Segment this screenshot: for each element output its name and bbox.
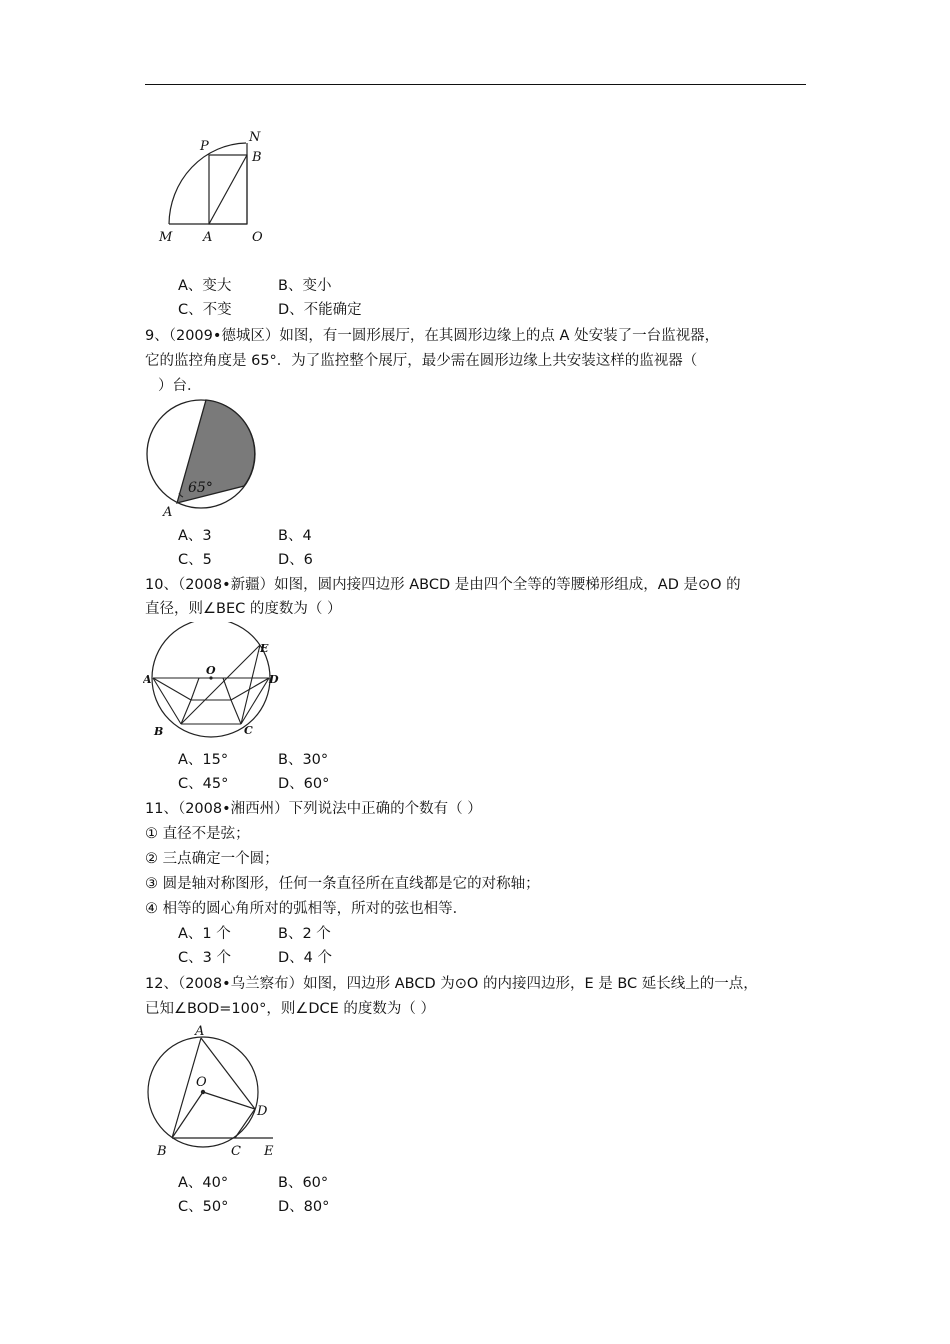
q9-option-c: C、5 <box>178 552 212 568</box>
q10-label-B: B <box>154 725 164 738</box>
q9-line1: 9、（2009•德城区）如图，有一圆形展厅，在其圆形边缘上的点 A 处安装了一台监视器， <box>145 328 720 344</box>
q9-angle-label: 65° <box>188 480 213 496</box>
q12-option-a: A、40° <box>178 1175 229 1191</box>
q12-option-c: C、50° <box>178 1199 229 1215</box>
q10-line2: 直径，则∠BEC 的度数为（ ） <box>145 601 342 617</box>
q10-label-E: E <box>260 642 269 655</box>
q10-figure <box>143 622 283 746</box>
header-rule <box>145 84 806 85</box>
q11-option-d: D、4 个 <box>278 950 332 966</box>
q8-option-b: B、变小 <box>278 278 332 294</box>
q11-statement-1: ① 直径不是弦； <box>145 826 250 842</box>
q10-option-a: A、15° <box>178 752 229 768</box>
q12-label-C: C <box>231 1144 241 1159</box>
q8-option-c: C、不变 <box>178 302 232 318</box>
q9-line2: 它的监控角度是 65°．为了监控整个展厅，最少需在圆形边缘上共安装这样的监视器（ <box>145 353 698 369</box>
q12-label-A: A <box>195 1024 205 1039</box>
q9-option-b: B、4 <box>278 528 312 544</box>
q9-option-a: A、3 <box>178 528 212 544</box>
q9-figure <box>143 398 263 527</box>
q12-line2: 已知∠BOD=100°，则∠DCE 的度数为（ ） <box>145 1001 436 1017</box>
q10-label-O: O <box>206 664 216 677</box>
q10-label-D: D <box>269 673 279 686</box>
q12-line1: 12、（2008•乌兰察布）如图，四边形 ABCD 为⊙O 的内接四边形，E 是 BC 延长线上的一点， <box>145 976 758 992</box>
q12-label-D: D <box>257 1104 268 1119</box>
q12-label-B: B <box>157 1144 167 1159</box>
q12-label-E: E <box>264 1144 274 1159</box>
q11-statement-2: ② 三点确定一个圆； <box>145 851 279 867</box>
q11-option-c: C、3 个 <box>178 950 231 966</box>
q10-label-C: C <box>244 724 253 737</box>
q12-label-O: O <box>196 1075 207 1090</box>
q8-label-M: M <box>159 230 173 245</box>
q10-line1: 10、（2008•新疆）如图，圆内接四边形 ABCD 是由四个全等的等腰梯形组成，AD 是⊙O 的 <box>145 577 741 593</box>
q8-label-O: O <box>252 230 263 245</box>
q11-line1: 11、（2008•湘西州）下列说法中正确的个数有（ ） <box>145 801 482 817</box>
q8-label-B: B <box>252 150 262 165</box>
q9-label-A: A <box>163 505 173 520</box>
q9-line3: ）台． <box>158 378 202 394</box>
q8-option-a: A、变大 <box>178 278 232 294</box>
q12-option-b: B、60° <box>278 1175 329 1191</box>
q8-figure <box>155 125 275 254</box>
q11-statement-4: ④ 相等的圆心角所对的弧相等，所对的弦也相等． <box>145 901 468 917</box>
q8-label-A: A <box>203 230 213 245</box>
q12-figure <box>143 1018 283 1167</box>
q10-label-A: A <box>143 673 152 686</box>
q10-option-b: B、30° <box>278 752 329 768</box>
q11-statement-3: ③ 圆是轴对称图形，任何一条直径所在直线都是它的对称轴； <box>145 876 540 892</box>
q8-label-N: N <box>249 130 261 145</box>
q8-label-P: P <box>200 139 209 154</box>
q11-option-b: B、2 个 <box>278 926 331 942</box>
q11-option-a: A、1 个 <box>178 926 231 942</box>
q12-option-d: D、80° <box>278 1199 330 1215</box>
q10-option-d: D、60° <box>278 776 330 792</box>
q8-option-d: D、不能确定 <box>278 302 362 318</box>
q10-option-c: C、45° <box>178 776 229 792</box>
q9-option-d: D、6 <box>278 552 313 568</box>
